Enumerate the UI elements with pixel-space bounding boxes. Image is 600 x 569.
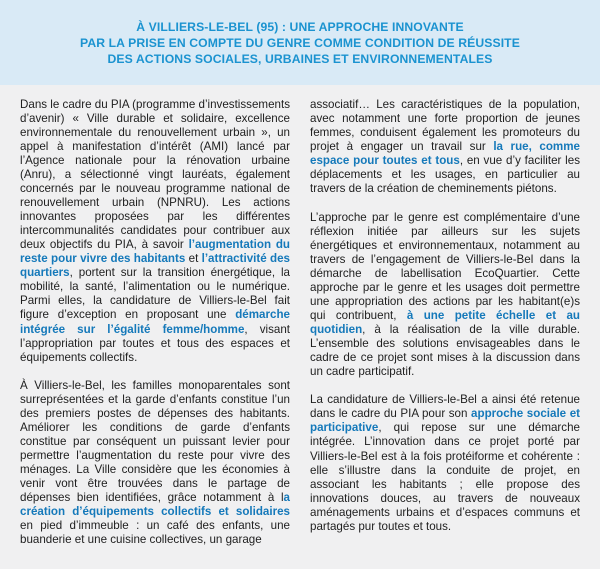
paragraph-text: associatif… Les caractéristiques de la population, avec notamment une forte proportion de jeunes femmes, conduisent également les promoteurs du projet à engager un travail sur [310, 98, 580, 154]
highlight-petite-echelle: à une petite échelle et au quotidien [310, 308, 580, 336]
title-line-1: À VILLIERS-LE-BEL (95) : UNE APPROCHE INNOVANTE [136, 19, 464, 34]
right-column [310, 98, 580, 548]
title-line-2: PAR LA PRISE EN COMPTE DU GENRE COMME CONDITION DE RÉUSSITE [80, 35, 520, 50]
paragraph-text: , qui repose sur une démarche intégrée. L’innovation dans ce projet porté par Villiers-le-Bel est à la fois protéiforme et cohérente : elle s’illustre dans la conduite de projet, en associant les habitants ; elle propose des innovations douces, au travers de nouveaux aménagements urbains et d’espaces communs et partagés pur toutes et tous. [310, 421, 580, 533]
paragraph-associatif [310, 98, 580, 196]
paragraph-text: , portent sur la transition énergétique, la mobilité, la santé, l’alimentation ou le numérique. Parmi elles, la candidature de Villiers-le-Bel fait figure d’exception en proposant une [20, 266, 290, 322]
left-column [20, 98, 290, 562]
paragraph-text: Dans le cadre du PIA (programme d’investissements d’avenir) « Ville durable et solidaire, excellence environnementale du renouvellement urbain », un appel à manifestation d’intérêt (AMI) lancé par l’Agence nationale pour la rénovation urbaine (Anru), a sélectionné vingt lauréats, également concernés par le nouveau programme national de renouvellement urbain (NPNRU). Les actions innovantes proposées par les différentes intercommunalités candidates pour contribuer aux deux objectifs du PIA, à savoir [20, 98, 290, 252]
highlight-reste-pour-vivre: l’augmentation du reste pour vivre des habitants [20, 238, 290, 266]
highlight-approche-sociale: approche sociale et participative [310, 407, 581, 435]
paragraph-text: et [185, 252, 202, 266]
highlight-attractivite: l’attractivité des quartiers [20, 252, 290, 280]
paragraph-text: en pied d’immeuble : un café des enfants, une buanderie et une cuisine collectives, un garage [20, 519, 290, 547]
paragraph-text: L’approche par le genre est complémentaire d’une réflexion initiée par ailleurs sur les sujets énergétiques et environnementaux, notamment au travers de l’engagement de Villiers-le-Bel dans la démarche de labellisation EcoQuartier. Cette approche par le genre et les usages doit permettre une appropriation des actions par les habitant(e)s qui contribuent, [310, 210, 580, 322]
paragraph-approche-genre [310, 211, 580, 379]
highlight-equipements-collectifs: a création d’équipements collectifs et solidaires [20, 491, 290, 519]
title-banner [0, 0, 600, 85]
paragraph-pia [20, 98, 290, 365]
title-line-3: DES ACTIONS SOCIALES, URBAINES ET ENVIRONNEMENTALES [107, 51, 493, 66]
paragraph-text: La candidature de Villiers-le-Bel a ainsi été retenue dans le cadre du PIA pour son [310, 393, 580, 421]
paragraph-text: , visant l’appropriation par toutes et tous des espaces et équipements collectifs. [20, 322, 290, 364]
paragraph-text: , en vue d’y faciliter les déplacements et les usages, en particulier au travers de la création de cheminements piétons. [310, 154, 581, 196]
paragraph-candidature [310, 393, 580, 533]
paragraph-familles [20, 379, 290, 547]
highlight-la-rue: la rue, comme espace pour toutes et tous [310, 140, 580, 168]
paragraph-text: À Villiers-le-Bel, les familles monoparentales sont surreprésentées et la garde d’enfants constitue l’un des premiers postes de dépenses des habitants. Améliorer les conditions de garde d’enfants constitue par conséquent un puissant levier pour permettre l’augmentation du reste pour vivre des ménages. La Ville considère que les économies à venir vont être trouvées dans le partage de dépenses bien identifiées, grâce notamment à l [20, 378, 290, 505]
paragraph-text: , à la réalisation de la ville durable. L’ensemble des solutions envisageables dans le cadre de ce projet sont mises à la discussion dans un cadre participatif. [310, 322, 580, 378]
highlight-demarche-integree: démarche intégrée sur l’égalité femme/homme [20, 308, 290, 336]
